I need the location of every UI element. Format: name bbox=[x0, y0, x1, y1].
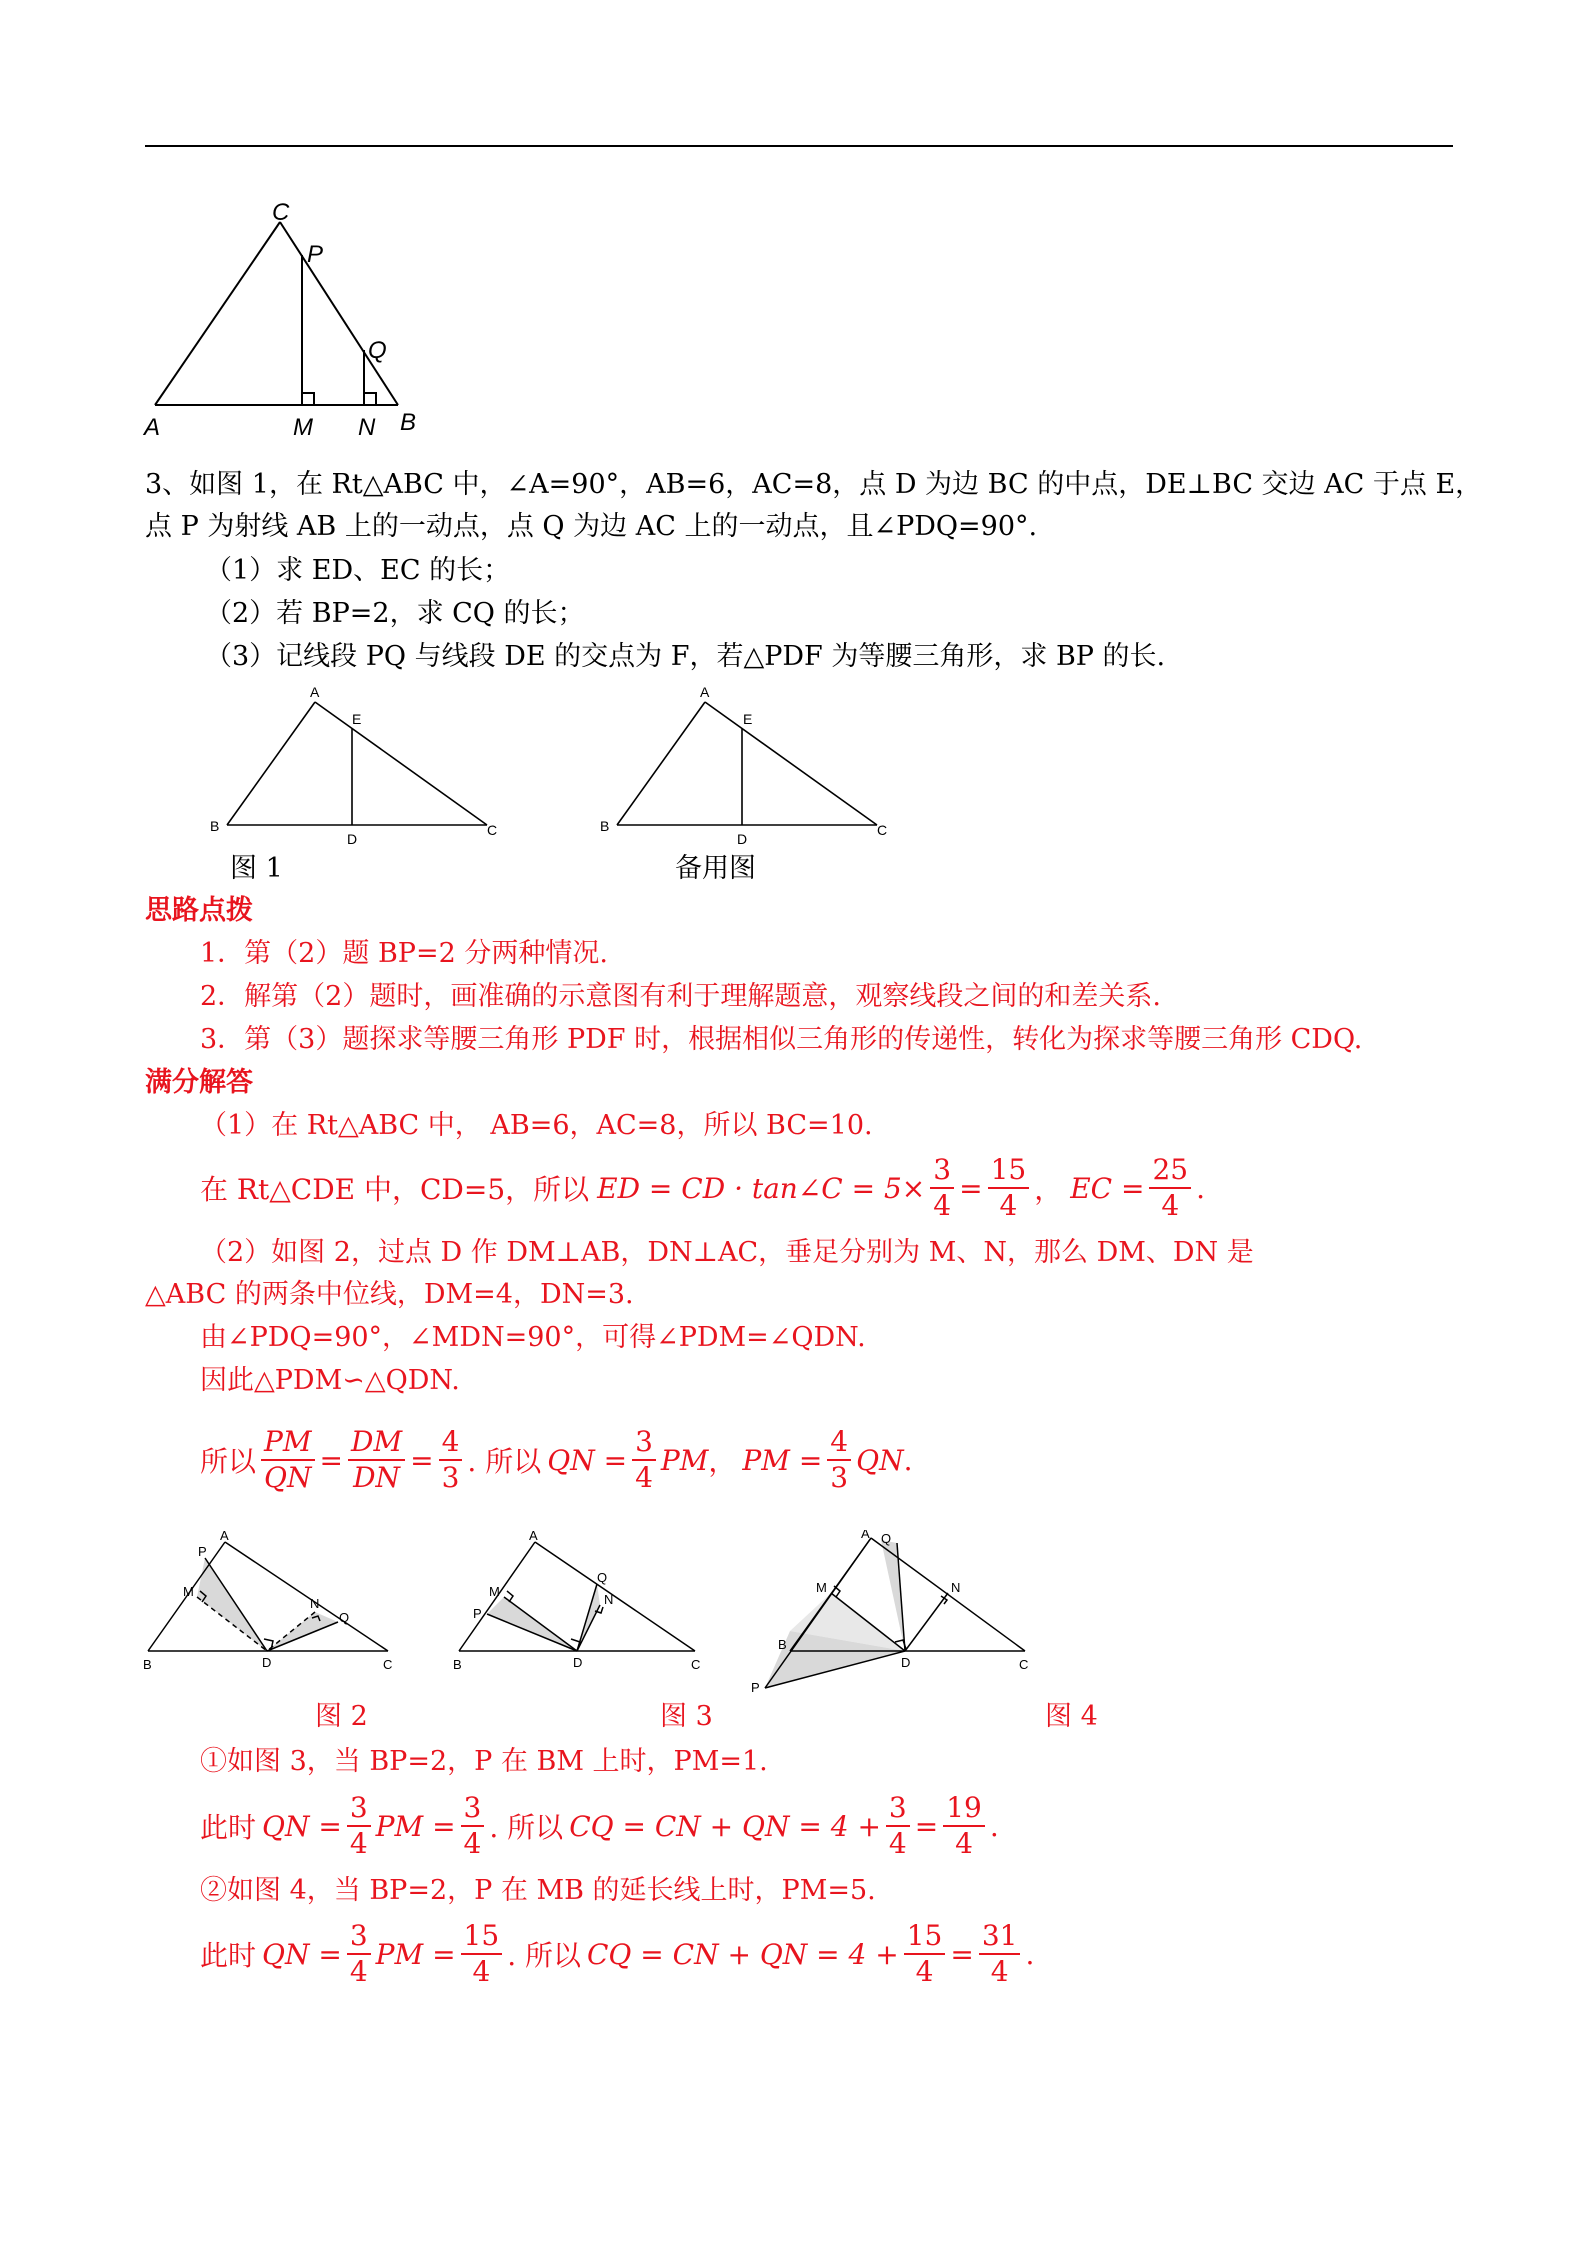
solution-heading: 满分解答 bbox=[145, 1067, 253, 1098]
solution-step-5: 因此△PDM∽△QDN. bbox=[200, 1365, 460, 1396]
svg-text:D: D bbox=[573, 1655, 583, 1670]
svg-text:P: P bbox=[751, 1680, 760, 1695]
fig1-label-A: A bbox=[310, 684, 320, 700]
solution-step-6: 所以 $\frac{PM}{QN}$ = $\frac{DM}{DN}$ = $\frac{4}{3}$ . 所以 QN = $\frac{3}{4}$ PM ， PM = $\frac{4}{3}$ QN . bbox=[200, 1425, 913, 1494]
svg-text:M: M bbox=[489, 1584, 500, 1599]
svg-text:N: N bbox=[951, 1580, 961, 1595]
backup-label-B: B bbox=[600, 818, 610, 834]
case2-equation: 此时 QN = $\frac{3}{4}$ PM = $\frac{15}{4}$ . 所以 CQ = CN + QN = 4 + $\frac{15}{4}$ = $\frac{31}{4}$ . bbox=[200, 1919, 1035, 1988]
frac-4-3-b: $\frac{4}{3}$ bbox=[827, 1425, 851, 1495]
svg-text:P: P bbox=[198, 1544, 207, 1559]
backup-caption: 备用图 bbox=[675, 853, 756, 884]
frac-3-4: $\frac{3}{4}$ bbox=[930, 1153, 954, 1223]
frac-25-4: $\frac{25}{4}$ bbox=[1149, 1153, 1191, 1223]
case2-line-1: ②如图 4，当 BP=2，P 在 MB 的延长线上时，PM=5. bbox=[200, 1875, 876, 1906]
top-triangle-figure bbox=[140, 200, 440, 440]
svg-text:C: C bbox=[383, 1657, 393, 1672]
figure-4 bbox=[745, 1530, 1035, 1700]
svg-text:Q: Q bbox=[597, 1570, 608, 1585]
solution-step-2: 在 Rt△CDE 中，CD=5，所以 ED = CD · tan∠C = 5× $\frac{3}{4}$ = $\frac{15}{4}$ ， EC = $\frac{25}{4}$ . bbox=[200, 1153, 1205, 1222]
backup-label-C: C bbox=[877, 822, 888, 838]
figure-1 bbox=[205, 680, 505, 850]
fig1-label-C: C bbox=[487, 822, 498, 838]
svg-text:D: D bbox=[262, 1655, 272, 1670]
eq-sign: = bbox=[959, 1171, 983, 1205]
svg-text:Q: Q bbox=[339, 1610, 350, 1625]
header-rule bbox=[145, 145, 1453, 147]
hints-heading: 思路点拨 bbox=[145, 895, 253, 926]
figure-backup bbox=[595, 680, 895, 850]
hint-1: 1．第（2）题 BP=2 分两种情况. bbox=[200, 938, 608, 969]
fig2-caption: 图 2 bbox=[315, 1701, 368, 1732]
hint-2: 2．解第（2）题时，画准确的示意图有利于理解题意，观察线段之间的和差关系. bbox=[200, 981, 1161, 1012]
svg-text:C: C bbox=[691, 1657, 701, 1672]
s2-ec-expr: EC = bbox=[1070, 1171, 1145, 1205]
fig4-caption: 图 4 bbox=[1045, 1701, 1098, 1732]
figure-3 bbox=[447, 1530, 717, 1680]
label-N: N bbox=[358, 414, 376, 440]
solution-step-1: （1）在 Rt△ABC 中， AB=6，AC=8，所以 BC=10. bbox=[200, 1110, 873, 1141]
question-1: （1）求 ED、EC 的长； bbox=[205, 555, 511, 586]
svg-text:A: A bbox=[861, 1530, 870, 1541]
backup-label-E: E bbox=[743, 711, 753, 727]
svg-text:C: C bbox=[1019, 1657, 1029, 1672]
frac-dm-dn: $\frac{DM}{DN}$ bbox=[348, 1425, 405, 1495]
frac-31-4: $\frac{31}{4}$ bbox=[979, 1919, 1021, 1989]
frac-4-3: $\frac{4}{3}$ bbox=[439, 1425, 463, 1495]
svg-text:B: B bbox=[453, 1657, 462, 1672]
svg-text:A: A bbox=[220, 1530, 229, 1543]
solution-step-3a: （2）如图 2，过点 D 作 DM⊥AB，DN⊥AC，垂足分别为 M、N，那么 DM、DN 是 bbox=[200, 1237, 1254, 1268]
label-B: B bbox=[400, 409, 417, 436]
fig1-caption: 图 1 bbox=[230, 853, 283, 884]
svg-text:M: M bbox=[816, 1580, 827, 1595]
label-C: C bbox=[272, 200, 290, 226]
figure-2 bbox=[140, 1530, 410, 1680]
backup-label-D: D bbox=[737, 831, 748, 847]
svg-text:N: N bbox=[310, 1596, 320, 1611]
frac-3-4-b: $\frac{3}{4}$ bbox=[632, 1425, 656, 1495]
svg-text:A: A bbox=[529, 1530, 538, 1543]
svg-text:P: P bbox=[473, 1606, 482, 1621]
fig1-label-D: D bbox=[347, 831, 358, 847]
problem-line-1: 3、如图 1，在 Rt△ABC 中，∠A=90°，AB=6，AC=8，点 D 为边 BC 的中点，DE⊥BC 交边 AC 于点 E， bbox=[145, 469, 1483, 500]
fig1-label-E: E bbox=[352, 711, 362, 727]
label-Q: Q bbox=[368, 337, 387, 364]
question-2: （2）若 BP=2，求 CQ 的长； bbox=[205, 598, 585, 629]
s2-prefix: 在 Rt△CDE 中，CD=5，所以 bbox=[200, 1173, 590, 1206]
hint-3: 3．第（3）题探求等腰三角形 PDF 时，根据相似三角形的传递性，转化为探求等腰三角形 CDQ. bbox=[200, 1024, 1363, 1055]
label-P: P bbox=[307, 241, 324, 268]
svg-text:Q: Q bbox=[881, 1531, 892, 1546]
svg-text:D: D bbox=[901, 1655, 911, 1670]
label-A: A bbox=[144, 414, 161, 440]
svg-text:M: M bbox=[183, 1584, 194, 1599]
svg-text:N: N bbox=[604, 1592, 614, 1607]
question-3: （3）记线段 PQ 与线段 DE 的交点为 F，若△PDF 为等腰三角形，求 BP 的长. bbox=[205, 641, 1166, 672]
svg-text:B: B bbox=[778, 1637, 787, 1652]
svg-text:B: B bbox=[143, 1657, 152, 1672]
fig1-label-B: B bbox=[210, 818, 220, 834]
case1-line-1: ①如图 3，当 BP=2，P 在 BM 上时，PM=1. bbox=[200, 1746, 768, 1777]
frac-pm-qn: $\frac{PM}{QN}$ bbox=[261, 1425, 315, 1495]
frac-19-4: $\frac{19}{4}$ bbox=[943, 1791, 985, 1861]
label-M: M bbox=[293, 414, 313, 440]
case1-equation: 此时 QN = $\frac{3}{4}$ PM = $\frac{3}{4}$ . 所以 CQ = CN + QN = 4 + $\frac{3}{4}$ = $\frac{19}{4}$ . bbox=[200, 1791, 999, 1860]
solution-step-4: 由∠PDQ=90°，∠MDN=90°，可得∠PDM=∠QDN. bbox=[200, 1322, 866, 1353]
backup-label-A: A bbox=[700, 684, 710, 700]
fig3-caption: 图 3 bbox=[660, 1701, 713, 1732]
problem-line-2: 点 P 为射线 AB 上的一动点，点 Q 为边 AC 上的一动点，且∠PDQ=90°. bbox=[145, 511, 1038, 542]
s2-ed-expr: ED = CD · tan∠C = 5× bbox=[597, 1171, 926, 1205]
frac-15-4: $\frac{15}{4}$ bbox=[988, 1153, 1030, 1223]
solution-step-3b: △ABC 的两条中位线，DM=4，DN=3. bbox=[145, 1279, 634, 1310]
